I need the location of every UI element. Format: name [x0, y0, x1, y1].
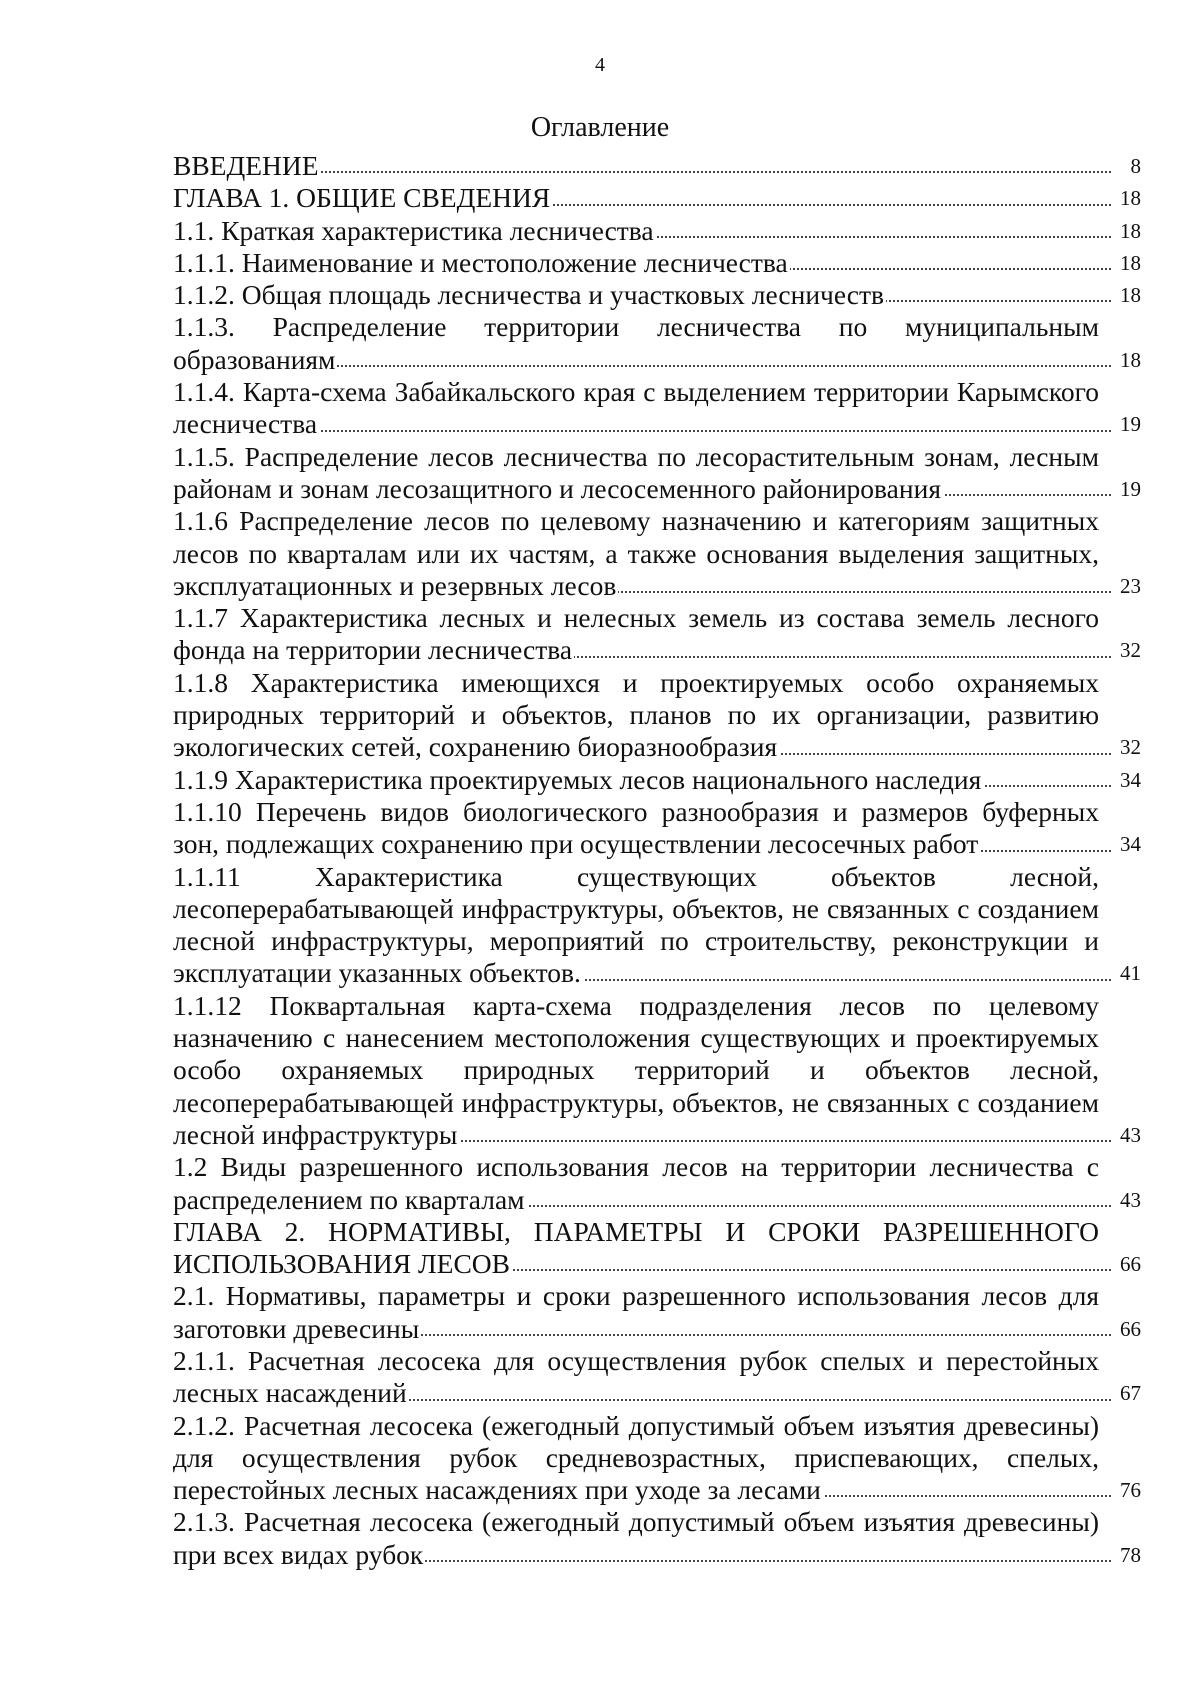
toc-entry-page-number: 34	[1118, 828, 1141, 860]
toc-entry-page-number: 43	[1118, 1119, 1141, 1151]
toc-entry-title: 1.1.1. Наименование и местоположение лесничества	[173, 246, 788, 278]
toc-entry-title: ГЛАВА 1. ОБЩИЕ СВЕДЕНИЯ	[173, 182, 551, 214]
toc-entry-container	[173, 505, 1141, 602]
toc-entry-title: 1.2 Виды разрешенного использования лесов на территории лесничества с распределением по кварталам	[173, 1151, 1099, 1215]
toc-entry-page-number: 18	[1118, 182, 1141, 214]
toc-entry-title: 1.1.10 Перечень видов биологического разнообразия и размеров буферных зон, подлежащих сохранению при осуществлении лесосечных работ	[173, 795, 1099, 860]
toc-entry-container	[173, 247, 1141, 279]
toc-entry[interactable]	[173, 667, 1141, 764]
toc-entry-title: ВВЕДЕНИЕ	[173, 150, 319, 181]
toc-entry-page-number: 8	[1129, 150, 1142, 182]
toc-entry[interactable]	[173, 1506, 1141, 1571]
toc-title: Оглавление	[530, 112, 670, 143]
toc-entry[interactable]	[173, 1151, 1141, 1216]
toc-entry-container	[173, 667, 1141, 764]
table-of-contents	[173, 150, 1141, 1571]
toc-entry-page-number: 18	[1118, 215, 1141, 247]
toc-entry-page-number: 34	[1118, 764, 1141, 796]
toc-entry-title: 1.1.12 Поквартальная карта-схема подразделения лесов по целевому назначению с нанесением местоположения существующих и проектируемых особо охраняемых природных территорий и объектов лесной, лесоперерабатывающей инфраструктуры, объектов, не связанных с созданием лесной инфраструктуры	[173, 989, 1099, 1150]
toc-entry-page-number: 23	[1118, 570, 1141, 602]
toc-entry-title: 2.1.2. Расчетная лесосека (ежегодный допустимый объем изъятия древесины) для осуществления рубок средневозрастных, приспевающих, спелых, перестойных лесных насаждениях при уходе за лесами	[173, 1409, 1099, 1506]
toc-entry-page-number: 19	[1118, 408, 1141, 440]
toc-entry-title: 2.1.3. Расчетная лесосека (ежегодный допустимый объем изъятия древесины) при всех видах рубок	[173, 1506, 1099, 1570]
toc-entry[interactable]	[173, 247, 1141, 279]
toc-entry-page-number: 67	[1118, 1377, 1141, 1409]
toc-entry[interactable]	[173, 990, 1141, 1152]
toc-entry-container	[173, 861, 1141, 990]
toc-entry-page-number: 18	[1118, 279, 1141, 311]
toc-entry-title: 1.1.5. Распределение лесов лесничества по лесорастительным зонам, лесным районам и зонам лесозащитного и лесосеменного районирования	[173, 440, 1099, 504]
toc-entry[interactable]	[173, 1216, 1141, 1281]
toc-entry[interactable]	[173, 150, 1141, 182]
toc-entry-page-number: 43	[1118, 1184, 1141, 1216]
toc-entry-page-number: 18	[1118, 344, 1141, 376]
toc-entry[interactable]	[173, 279, 1141, 311]
toc-entry-container	[173, 279, 1141, 311]
toc-entry-title: ГЛАВА 2. НОРМАТИВЫ, ПАРАМЕТРЫ И СРОКИ РАЗРЕШЕННОГО ИСПОЛЬЗОВАНИЯ ЛЕСОВ	[173, 1215, 1099, 1280]
toc-entry[interactable]	[173, 376, 1141, 441]
toc-entry[interactable]	[173, 441, 1141, 506]
toc-entry-container	[173, 990, 1141, 1151]
page-number: 4	[595, 54, 605, 76]
toc-entry-title: 1.1.9 Характеристика проектируемых лесов национального наследия	[173, 763, 982, 795]
toc-entry[interactable]	[173, 311, 1141, 376]
toc-entry-page-number: 18	[1118, 247, 1141, 279]
toc-entry-title: 1.1.3. Распределение территории лесничества по муниципальным образованиям	[173, 311, 1099, 375]
toc-entry-page-number: 41	[1118, 957, 1141, 989]
toc-entry[interactable]	[173, 796, 1141, 861]
toc-entry-page-number: 66	[1118, 1248, 1141, 1280]
toc-entry-container	[173, 215, 1141, 247]
toc-entry[interactable]	[173, 861, 1141, 990]
toc-entry[interactable]	[173, 505, 1141, 602]
toc-entry-title: 2.1.1. Расчетная лесосека для осуществления рубок спелых и перестойных лесных насаждений	[173, 1345, 1099, 1409]
toc-entry-title: 2.1. Нормативы, параметры и сроки разрешенного использования лесов для заготовки древесины	[173, 1280, 1099, 1344]
toc-entry-title: 1.1.8 Характеристика имеющихся и проектируемых особо охраняемых природных территорий и объектов, планов по их организации, развитию экологических сетей, сохранению биоразнообразия	[173, 666, 1099, 763]
toc-entry-page-number: 32	[1118, 731, 1141, 763]
toc-entry[interactable]	[173, 1345, 1141, 1410]
toc-entry[interactable]	[173, 1280, 1141, 1345]
toc-entry-title: 1.1. Краткая характеристика лесничества	[173, 214, 654, 246]
toc-entry-container	[173, 182, 1141, 214]
toc-entry-page-number: 76	[1118, 1474, 1141, 1506]
toc-entry-container	[173, 764, 1141, 796]
toc-entry-container	[173, 150, 1141, 182]
toc-entry-title: 1.1.4. Карта-схема Забайкальского края с выделением территории Карымского лесничества	[173, 376, 1099, 440]
toc-entry-title: 1.1.2. Общая площадь лесничества и участковых лесничеств	[173, 279, 884, 311]
toc-entry-title: 1.1.11 Характеристика существующих объектов лесной, лесоперерабатывающей инфраструктуры, объектов, не связанных с созданием лесной инфраструктуры, мероприятий по строительству, реконструкции и эксплуатации указанных объектов.	[173, 860, 1099, 989]
toc-entry-page-number: 19	[1118, 473, 1141, 505]
toc-entry-page-number: 78	[1118, 1539, 1141, 1571]
toc-entry[interactable]	[173, 764, 1141, 796]
toc-entry[interactable]	[173, 215, 1141, 247]
toc-entry[interactable]	[173, 602, 1141, 667]
toc-entry-title: 1.1.7 Характеристика лесных и нелесных земель из состава земель лесного фонда на территории лесничества	[173, 602, 1099, 666]
toc-entry-title: 1.1.6 Распределение лесов по целевому назначению и категориям защитных лесов по кварталам или их частям, а также основания выделения защитных, эксплуатационных и резервных лесов	[173, 505, 1099, 601]
toc-entry-page-number: 32	[1118, 634, 1141, 666]
toc-entry-page-number: 66	[1118, 1313, 1141, 1345]
toc-entry[interactable]	[173, 1410, 1141, 1507]
toc-entry-container	[173, 1410, 1141, 1507]
toc-entry[interactable]	[173, 182, 1141, 214]
